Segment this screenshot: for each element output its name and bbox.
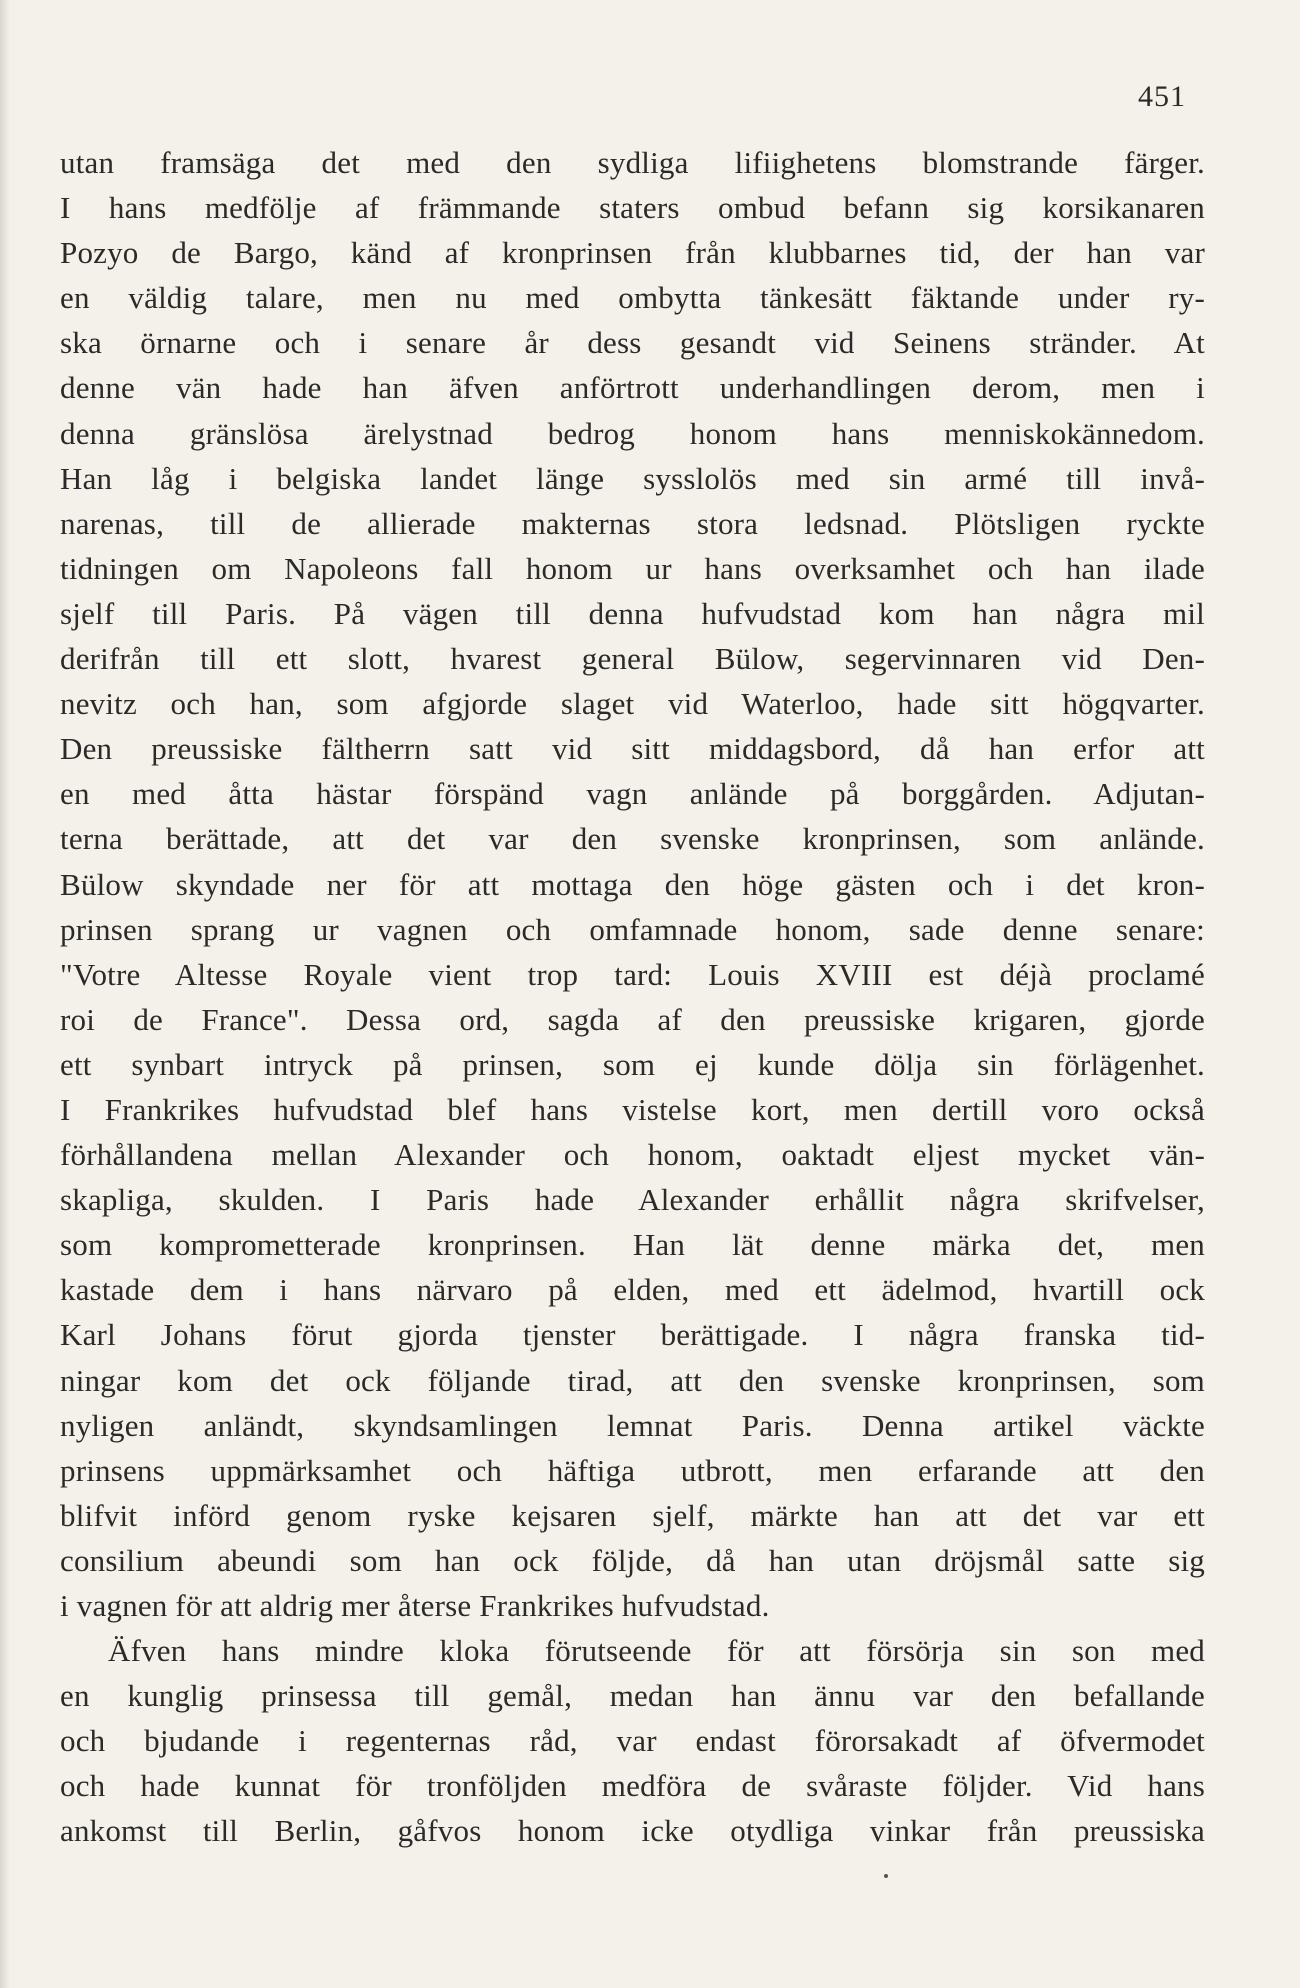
text-line: consilium abeundi som han ock följde, då han utan dröjsmål satte sig [60,1542,1205,1578]
text-line: sjelf till Paris. På vägen till denna hufvudstad kom han några mil [60,595,1205,631]
text-line: en kunglig prinsessa till gemål, medan han ännu var den befallande [60,1678,1205,1714]
text-line: i vagnen för att aldrig mer återse Frankrikes hufvudstad. [60,1588,770,1623]
text-line: nevitz och han, som afgjorde slaget vid Waterloo, hade sitt högqvarter. [60,686,1205,722]
text-line: kastade dem i hans närvaro på elden, med ett ädelmod, hvartill ock [60,1272,1205,1308]
text-line: skapliga, skulden. I Paris hade Alexander erhållit några skrifvelser, [60,1182,1205,1218]
text-line: ett synbart intryck på prinsen, som ej kunde dölja sin förlägenhet. [60,1046,1205,1082]
text-line: och bjudande i regenternas råd, var endast förorsakadt af öfvermodet [60,1723,1205,1759]
text-line: I hans medfölje af främmande staters ombud befann sig korsikanaren [60,190,1205,226]
text-line: I Frankrikes hufvudstad blef hans vistelse kort, men dertill voro också [60,1091,1205,1127]
text-line: en väldig talare, men nu med ombytta tänkesätt fäktande under ry- [60,280,1205,316]
text-line: förhållandena mellan Alexander och honom, oaktadt eljest mycket vän- [60,1137,1205,1173]
text-line: narenas, till de allierade makternas stora ledsnad. Plötsligen ryckte [60,505,1205,541]
text-line: Äfven hans mindre kloka förutseende för att försörja sin son med [108,1633,1205,1669]
text-line: denna gränslösa ärelystnad bedrog honom hans menniskokännedom. [60,415,1205,451]
text-line: denne vän hade han äfven anförtrott underhandlingen derom, men i [60,370,1205,406]
text-line: prinsen sprang ur vagnen och omfamnade honom, sade denne senare: [60,911,1205,947]
text-line: Bülow skyndade ner för att mottaga den höge gästen och i det kron- [60,866,1205,902]
text-line: ska örnarne och i senare år dess gesandt vid Seinens stränder. At [60,325,1205,361]
text-line: utan framsäga det med den sydliga lifiighetens blomstrande färger. [60,145,1205,180]
text-line: nyligen anländt, skyndsamlingen lemnat Paris. Denna artikel väckte [60,1407,1205,1443]
text-line: terna berättade, att det var den svenske kronprinsen, som anlände. [60,821,1205,857]
text-line: Karl Johans förut gjorda tjenster berättigade. I några franska tid- [60,1317,1205,1353]
text-line: som komprometterade kronprinsen. Han lät denne märka det, men [60,1227,1205,1263]
text-line: ningar kom det ock följande tirad, att den svenske kronprinsen, som [60,1362,1205,1398]
ink-speck [884,1874,888,1878]
text-line: roi de France". Dessa ord, sagda af den preussiske krigaren, gjorde [60,1001,1205,1037]
text-line: "Votre Altesse Royale vient trop tard: Louis XVIII est déjà proclamé [60,956,1205,992]
page-number: 451 [1138,80,1186,113]
text-line: derifrån till ett slott, hvarest general Bülow, segervinnaren vid Den- [60,641,1205,677]
text-line: Han låg i belgiska landet länge sysslolös med sin armé till invå- [60,460,1205,496]
text-line: ankomst till Berlin, gåfvos honom icke otydliga vinkar från preussiska [60,1813,1205,1849]
text-line: och hade kunnat för tronföljden medföra de svåraste följder. Vid hans [60,1768,1205,1804]
text-line: Pozyo de Bargo, känd af kronprinsen från klubbarnes tid, der han var [60,235,1205,271]
text-line: tidningen om Napoleons fall honom ur hans overksamhet och han ilade [60,550,1205,586]
text-line: Den preussiske fältherrn satt vid sitt middagsbord, då han erfor att [60,731,1205,767]
page-binding-edge [0,0,10,1988]
text-line: en med åtta hästar förspänd vagn anlände på borggården. Adjutan- [60,776,1205,812]
text-line: blifvit införd genom ryske kejsaren sjelf, märkte han att det var ett [60,1497,1205,1533]
text-line: prinsens uppmärksamhet och häftiga utbrott, men erfarande att den [60,1452,1205,1488]
body-text [60,140,1205,1854]
